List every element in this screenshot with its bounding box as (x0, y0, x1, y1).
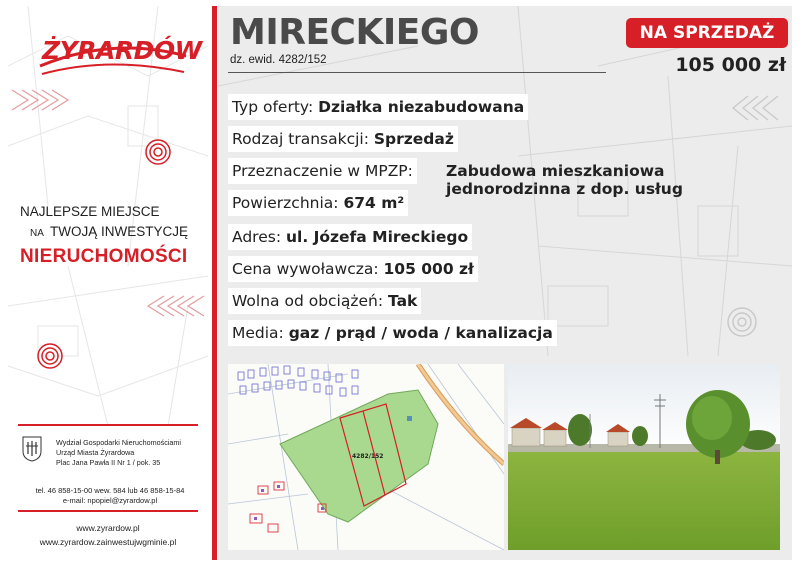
listing-title: MIRECKIEGO (230, 12, 479, 53)
parcel-number: dz. ewid. 4282/152 (230, 54, 327, 66)
row-zoning (228, 158, 417, 184)
target-circle-icon (728, 308, 756, 336)
row-value: ul. Józefa Mireckiego (285, 228, 469, 246)
office-phone: tel. 46 858-15-00 wew. 584 lub 46 858-15-84 (35, 486, 185, 495)
row-value: 674 m² (343, 194, 405, 212)
divider-line (18, 510, 198, 512)
decorative-background (8, 6, 208, 560)
row-transaction-type (228, 126, 458, 152)
row-value-line2: jednorodzinna z dop. usług (446, 180, 683, 198)
tagline-line2-prefix: NA (30, 228, 44, 239)
row-offer-type (228, 94, 528, 120)
listing-panel (218, 6, 792, 560)
price-headline: 105 000 zł (675, 54, 786, 76)
row-utilities (228, 320, 557, 346)
office-address: Plac Jana Pawła II Nr 1 / pok. 35 (56, 458, 161, 467)
tagline-line1: NAJLEPSZE MIEJSCE (20, 204, 160, 219)
row-label: Przeznaczenie w MPZP: (232, 162, 413, 180)
divider-line (18, 424, 198, 426)
vertical-divider (212, 6, 217, 560)
row-address (228, 224, 472, 250)
row-label: Powierzchnia: (232, 194, 344, 212)
row-label: Cena wywoławcza: (232, 260, 384, 278)
for-sale-badge: NA SPRZEDAŻ (626, 18, 788, 48)
chevron-arrows-right-icon (148, 296, 204, 316)
chevron-arrows-icon (733, 96, 778, 120)
row-value-line1: Zabudowa mieszkaniowa (446, 162, 665, 180)
row-label: Adres: (232, 228, 286, 246)
row-value: Sprzedaż (373, 130, 454, 148)
office-email[interactable]: e-mail: npopiel@zyrardow.pl (62, 496, 158, 505)
row-value: Tak (388, 292, 418, 310)
office-department: Wydział Gospodarki Nieruchomościami (56, 438, 181, 447)
site-photo (508, 364, 780, 550)
row-value: gaz / prąd / woda / kanalizacja (288, 324, 553, 342)
website-link-invest[interactable]: www.zyrardow.zainwestujwgminie.pl (39, 537, 177, 547)
parcel-map (228, 364, 504, 550)
left-panel (8, 6, 208, 560)
tagline-headline: NIERUCHOMOŚCI (20, 246, 188, 267)
row-value: 105 000 zł (383, 260, 474, 278)
row-area (228, 190, 408, 216)
chevron-arrows-left-icon (12, 90, 68, 110)
city-crest-icon (22, 436, 42, 462)
row-label: Media: (232, 324, 289, 342)
row-starting-price (228, 256, 478, 282)
title-underline (228, 72, 606, 73)
row-label: Wolna od obciążeń: (232, 292, 388, 310)
row-encumbrances (228, 288, 421, 314)
map-parcel-label: 4282/152 (352, 453, 384, 460)
website-link[interactable]: www.zyrardow.pl (76, 523, 140, 533)
tagline-line2: TWOJĄ INWESTYCJĘ (50, 224, 188, 239)
row-label: Rodzaj transakcji: (232, 130, 374, 148)
row-label: Typ oferty: (232, 98, 319, 116)
logo: ŻYRARDÓW (42, 36, 202, 65)
row-zoning-value (446, 162, 683, 198)
target-circle-icon (146, 140, 170, 164)
office-name: Urząd Miasta Żyrardowa (56, 448, 135, 457)
row-value: Działka niezabudowana (318, 98, 525, 116)
